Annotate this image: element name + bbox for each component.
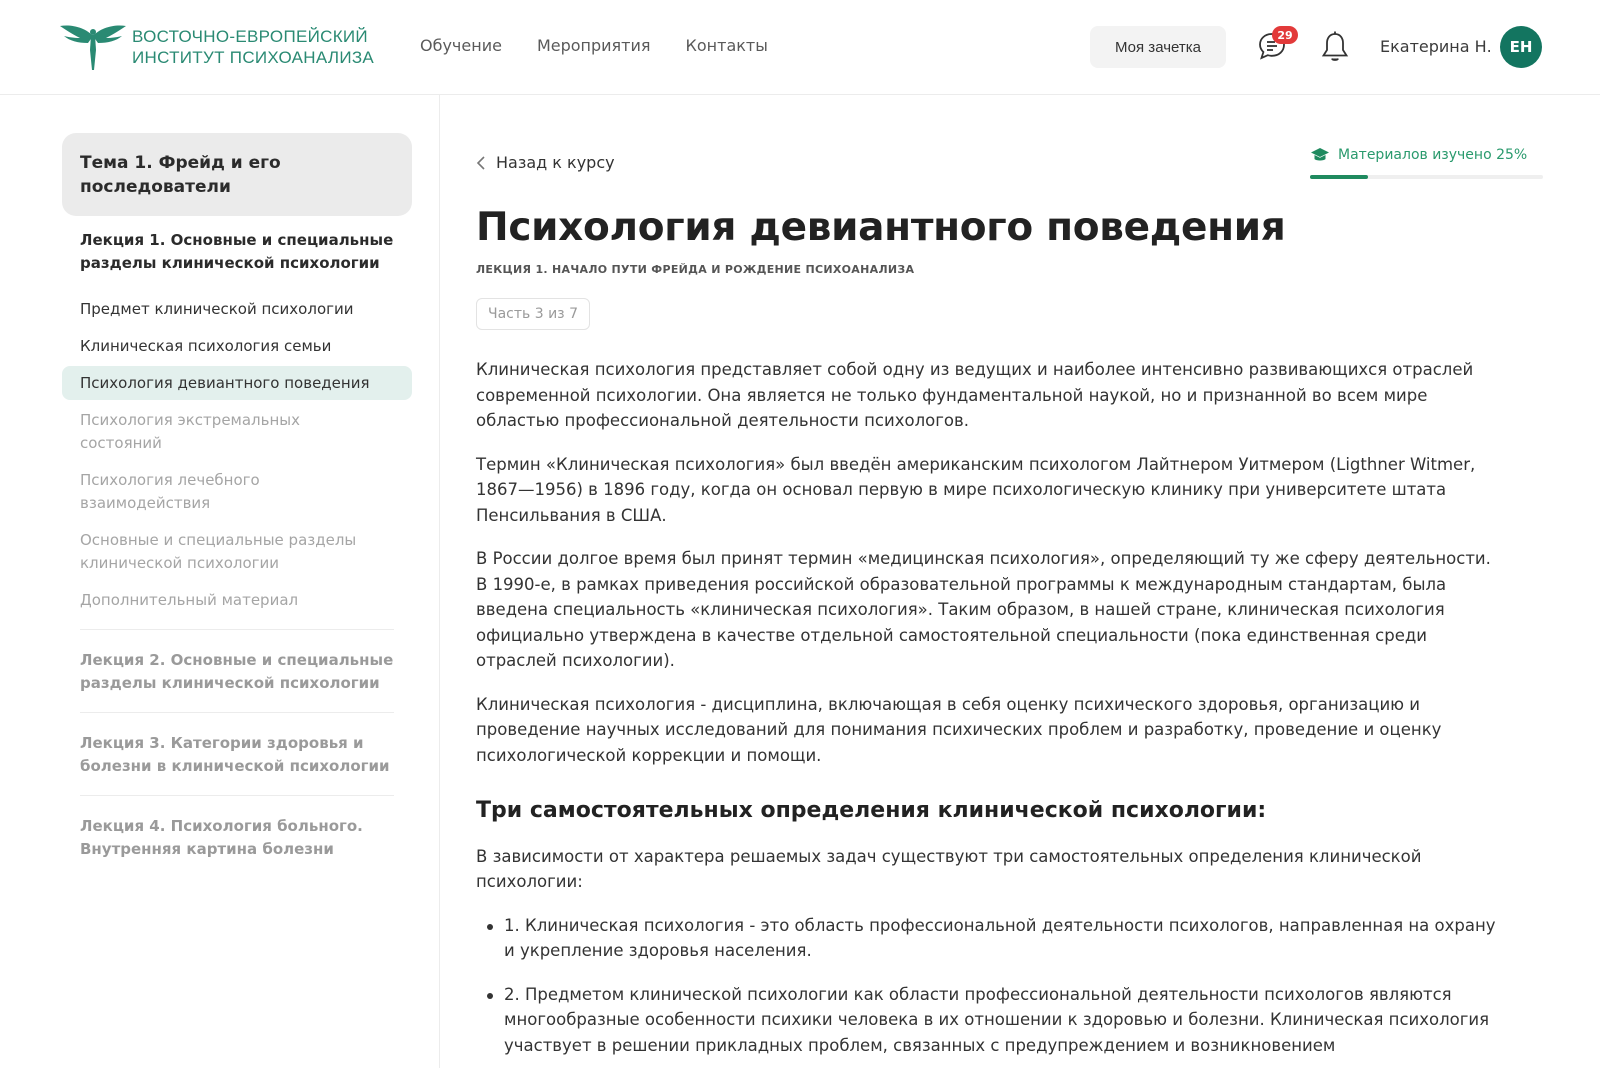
section-intro: В зависимости от характера решаемых задач существуют три самостоятельных определения клинической психологии: [476, 846, 1422, 891]
sidebar-item-additional-material[interactable]: Дополнительный материал [80, 591, 299, 609]
materials-progress [1310, 147, 1543, 179]
paragraph: Клиническая психология - дисциплина, включающая в себя оценку психического здоровья, организацию и проведение научных исследований для понимания психических проблем и разработку, проведение и оценку психологической коррекции и помощи. [476, 694, 1442, 765]
paragraph: Термин «Клиническая психология» был введён американским психологом Лайтнером Уитмером (Ligthner Witmer, 1867—1956) в 1896 году, когда он основал первую в мире психологическую клинику при университете штата Пенсильвания в США. [476, 454, 1476, 525]
progress-label: Материалов изучено 25% [1338, 147, 1528, 163]
notifications-bell-icon[interactable] [1320, 30, 1350, 64]
nav-contacts[interactable]: Контакты [685, 36, 768, 55]
list-item: 2. Предметом клинической психологии как области профессиональной деятельности психологов являются многообразные особенности психики человека в их отношении к здоровью и болезни. Клиническая психология участвует в решении прикладных проблем, связанных с предупреждением и возникновением [476, 982, 1496, 1059]
topic-card[interactable]: Тема 1. Фрейд и его последователи [62, 133, 412, 216]
paragraph: Клиническая психология представляет собой одну из ведущих и наиболее интенсивно развивающихся отраслей современной психологии. Она является не только фундаментальной наукой, но и признанной во всем мире областью профессиональной деятельности психологов. [476, 360, 1474, 430]
back-label: Назад к курсу [496, 153, 615, 172]
logo-line-2: ИНСТИТУТ ПСИХОАНАЛИЗА [132, 48, 375, 67]
sidebar-item-deviant-behavior[interactable]: Психология девиантного поведения [80, 374, 370, 392]
page-title: Психология девиантного поведения [476, 205, 1286, 250]
nav-learning[interactable]: Обучение [420, 36, 502, 55]
section-heading: Три самостоятельных определения клинической психологии: [476, 798, 1267, 823]
progress-track [1310, 175, 1543, 179]
logo-line-1: ВОСТОЧНО-ЕВРОПЕЙСКИЙ [132, 27, 368, 46]
institute-logo[interactable] [58, 22, 374, 72]
course-sidebar [0, 95, 440, 1068]
list-item: 1. Клиническая психология - это область профессиональной деятельности психологов, направленная на охрану и укрепление здоровья населения. [476, 913, 1496, 964]
lecture-4-title[interactable]: Лекция 4. Психология больного. Внутренняя картина болезни [80, 817, 363, 858]
sidebar-item-extreme-states[interactable]: Психология экстремальных состояний [80, 411, 301, 452]
back-to-course-link[interactable] [476, 153, 615, 172]
lecture-2-title[interactable]: Лекция 2. Основные и специальные разделы клинической психологии [80, 651, 394, 692]
paragraph: В России долгое время был принят термин «медицинская психология», определяющий ту же сферу деятельности. В 1990-е, в рамках приведения российской образовательной программы к международным стандартам, была введена специальность «клиническая психология». Таким образом, в нашей стране, клиническая психология официально утверждена в качестве отдельной самостоятельной специальности (пока единственная среди отраслей психологии). [476, 549, 1491, 670]
messages-count-badge: 29 [1272, 26, 1298, 44]
divider [80, 629, 394, 630]
graduation-cap-icon [1310, 147, 1330, 163]
sidebar-item-therapeutic-interaction[interactable]: Психология лечебного взаимодействия [80, 471, 260, 512]
divider [80, 795, 394, 796]
user-avatar[interactable]: ЕН [1500, 26, 1542, 68]
divider [80, 712, 394, 713]
gradebook-button[interactable]: Моя зачетка [1090, 26, 1226, 68]
lecture-subtitle: ЛЕКЦИЯ 1. НАЧАЛО ПУТИ ФРЕЙДА И РОЖДЕНИЕ ПСИХОАНАЛИЗА [476, 263, 915, 276]
main-nav [420, 36, 768, 55]
definitions-list [476, 913, 1496, 1059]
user-name[interactable]: Екатерина Н. [1380, 37, 1492, 56]
lecture-1-title[interactable]: Лекция 1. Основные и специальные разделы клинической психологии [80, 231, 394, 272]
lecture-3-title[interactable]: Лекция 3. Категории здоровья и болезни в клинической психологии [80, 734, 390, 775]
sidebar-item-main-sections[interactable]: Основные и специальные разделы клинической психологии [80, 531, 357, 572]
institute-name [132, 26, 374, 68]
winged-figure-logo-icon [58, 22, 128, 72]
article-body [476, 357, 1496, 1076]
top-header [0, 0, 1600, 95]
nav-events[interactable]: Мероприятия [536, 36, 651, 55]
sidebar-item-family[interactable]: Клиническая психология семьи [80, 337, 332, 355]
progress-fill [1310, 175, 1368, 179]
sidebar-item-subject[interactable]: Предмет клинической психологии [80, 300, 354, 318]
part-indicator: Часть 3 из 7 [476, 298, 590, 330]
chevron-left-icon [476, 155, 486, 171]
